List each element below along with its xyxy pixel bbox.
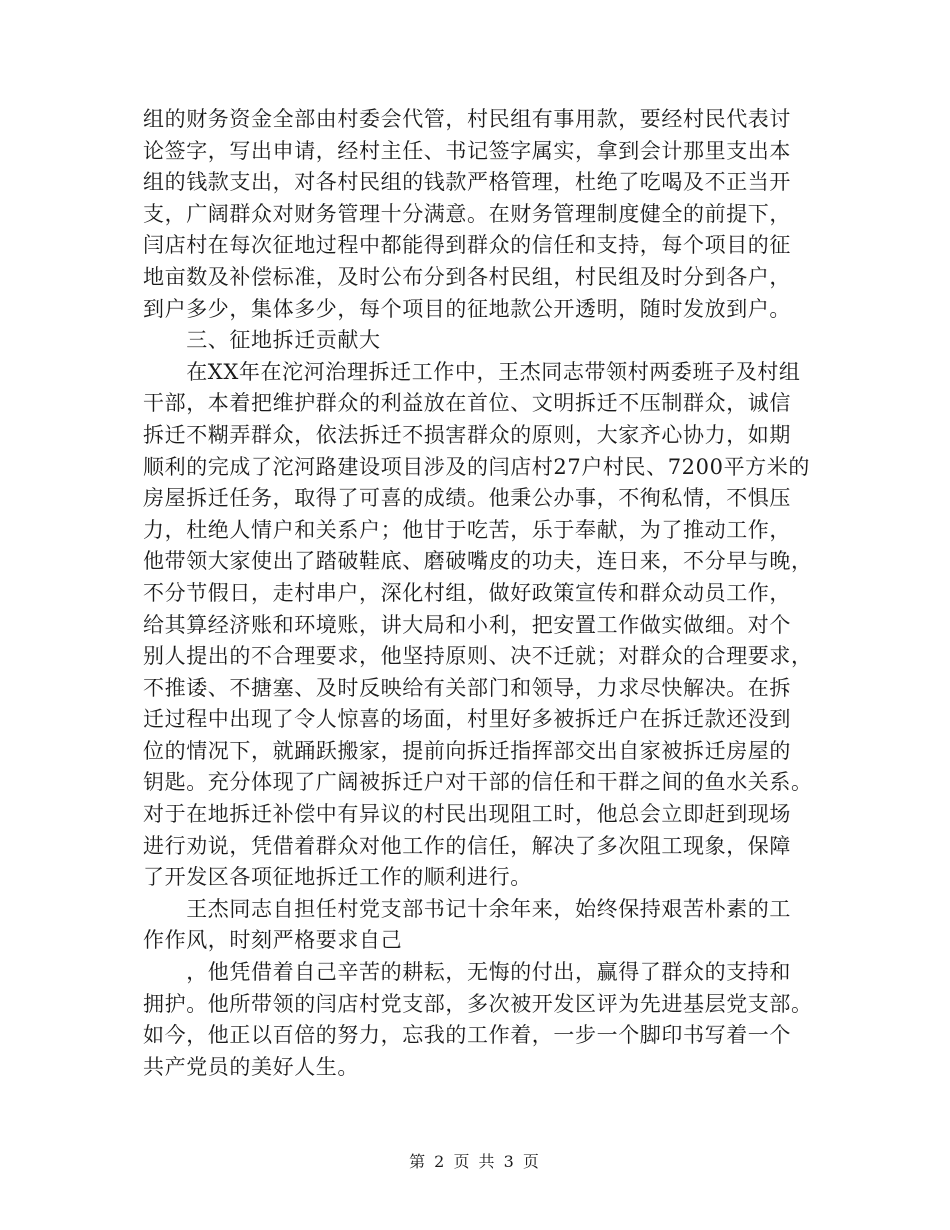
text-line: 进行劝说，凭借着群众对他工作的信任，解决了多次阻工现象，保障 [143,833,791,858]
text-line: 钥匙。充分体现了广阔被拆迁户对干部的信任和干群之间的鱼水关系。 [143,770,813,795]
text-line: 了开发区各项征地拆迁工作的顺利进行。 [143,865,532,890]
text-line: 力，杜绝人情户和关系户；他甘于吃苦，乐于奉献，为了推动工作， [143,517,791,542]
text-line: ，他凭借着自己辛苦的耕耘，无悔的付出，赢得了群众的支持和 [143,960,791,985]
text-line: 到户多少，集体多少，每个项目的征地款公开透明，随时发放到户。 [143,296,791,321]
text-line: 王杰同志自担任村党支部书记十余年来，始终保持艰苦朴素的工 [143,896,791,921]
section-heading: 三、征地拆迁贡献大 [143,328,381,353]
text-line: 位的情况下，就踊跃搬家，提前向拆迁指挥部交出自家被拆迁房屋的 [143,738,791,763]
text-line: 在XX年在沱河治理拆迁工作中，王杰同志带领村两委班子及村组 [143,359,801,384]
text-line: 支，广阔群众对财务管理十分满意。在财务管理制度健全的前提下， [143,201,791,226]
text-line: 他带领大家使出了踏破鞋底、磨破嘴皮的功夫，连日来，不分早与晚， [143,549,813,574]
body-text [143,104,813,1083]
text-line: 闫店村在每次征地过程中都能得到群众的信任和支持，每个项目的征 [143,233,791,258]
text-line: 不推诿、不搪塞、及时反映给有关部门和领导，力求尽快解决。在拆 [143,675,791,700]
text-line: 对于在地拆迁补偿中有异议的村民出现阻工时，他总会立即赶到现场 [143,802,791,827]
text-line: 共产党员的美好人生。 [143,1054,359,1079]
text-line: 给其算经济账和环境账，讲大局和小利，把安置工作做实做细。对个 [143,612,791,637]
text-line: 干部，本着把维护群众的利益放在首位、文明拆迁不压制群众，诚信 [143,391,791,416]
text-line: 顺利的完成了沱河路建设项目涉及的闫店村27户村民、7200平方米的 [143,454,810,479]
text-line: 组的钱款支出，对各村民组的钱款严格管理，杜绝了吃喝及不正当开 [143,170,791,195]
text-line: 迁过程中出现了令人惊喜的场面，村里好多被拆迁户在拆迁款还没到 [143,707,791,732]
text-line: 拆迁不糊弄群众，依法拆迁不损害群众的原则，大家齐心协力，如期 [143,422,791,447]
text-line: 如今，他正以百倍的努力，忘我的工作着，一步一个脚印书写着一个 [143,1023,791,1048]
text-line: 不分节假日，走村串户，深化村组，做好政策宣传和群众动员工作， [143,580,791,605]
text-line: 作作风，时刻严格要求自己 [143,928,403,953]
text-line: 论签字，写出申请，经村主任、书记签字属实，拿到会计那里支出本 [143,138,791,163]
page-footer: 第 2 页 共 3 页 [409,1152,541,1171]
text-line: 地亩数及补偿标准，及时公布分到各村民组，村民组及时分到各户， [143,264,791,289]
text-line: 别人提出的不合理要求，他坚持原则、决不迁就；对群众的合理要求， [143,644,813,669]
text-line: 拥护。他所带领的闫店村党支部，多次被开发区评为先进基层党支部。 [143,991,813,1016]
text-line: 房屋拆迁任务，取得了可喜的成绩。他秉公办事，不徇私情，不惧压 [143,486,791,511]
text-line: 组的财务资金全部由村委会代管，村民组有事用款，要经村民代表讨 [143,107,791,131]
